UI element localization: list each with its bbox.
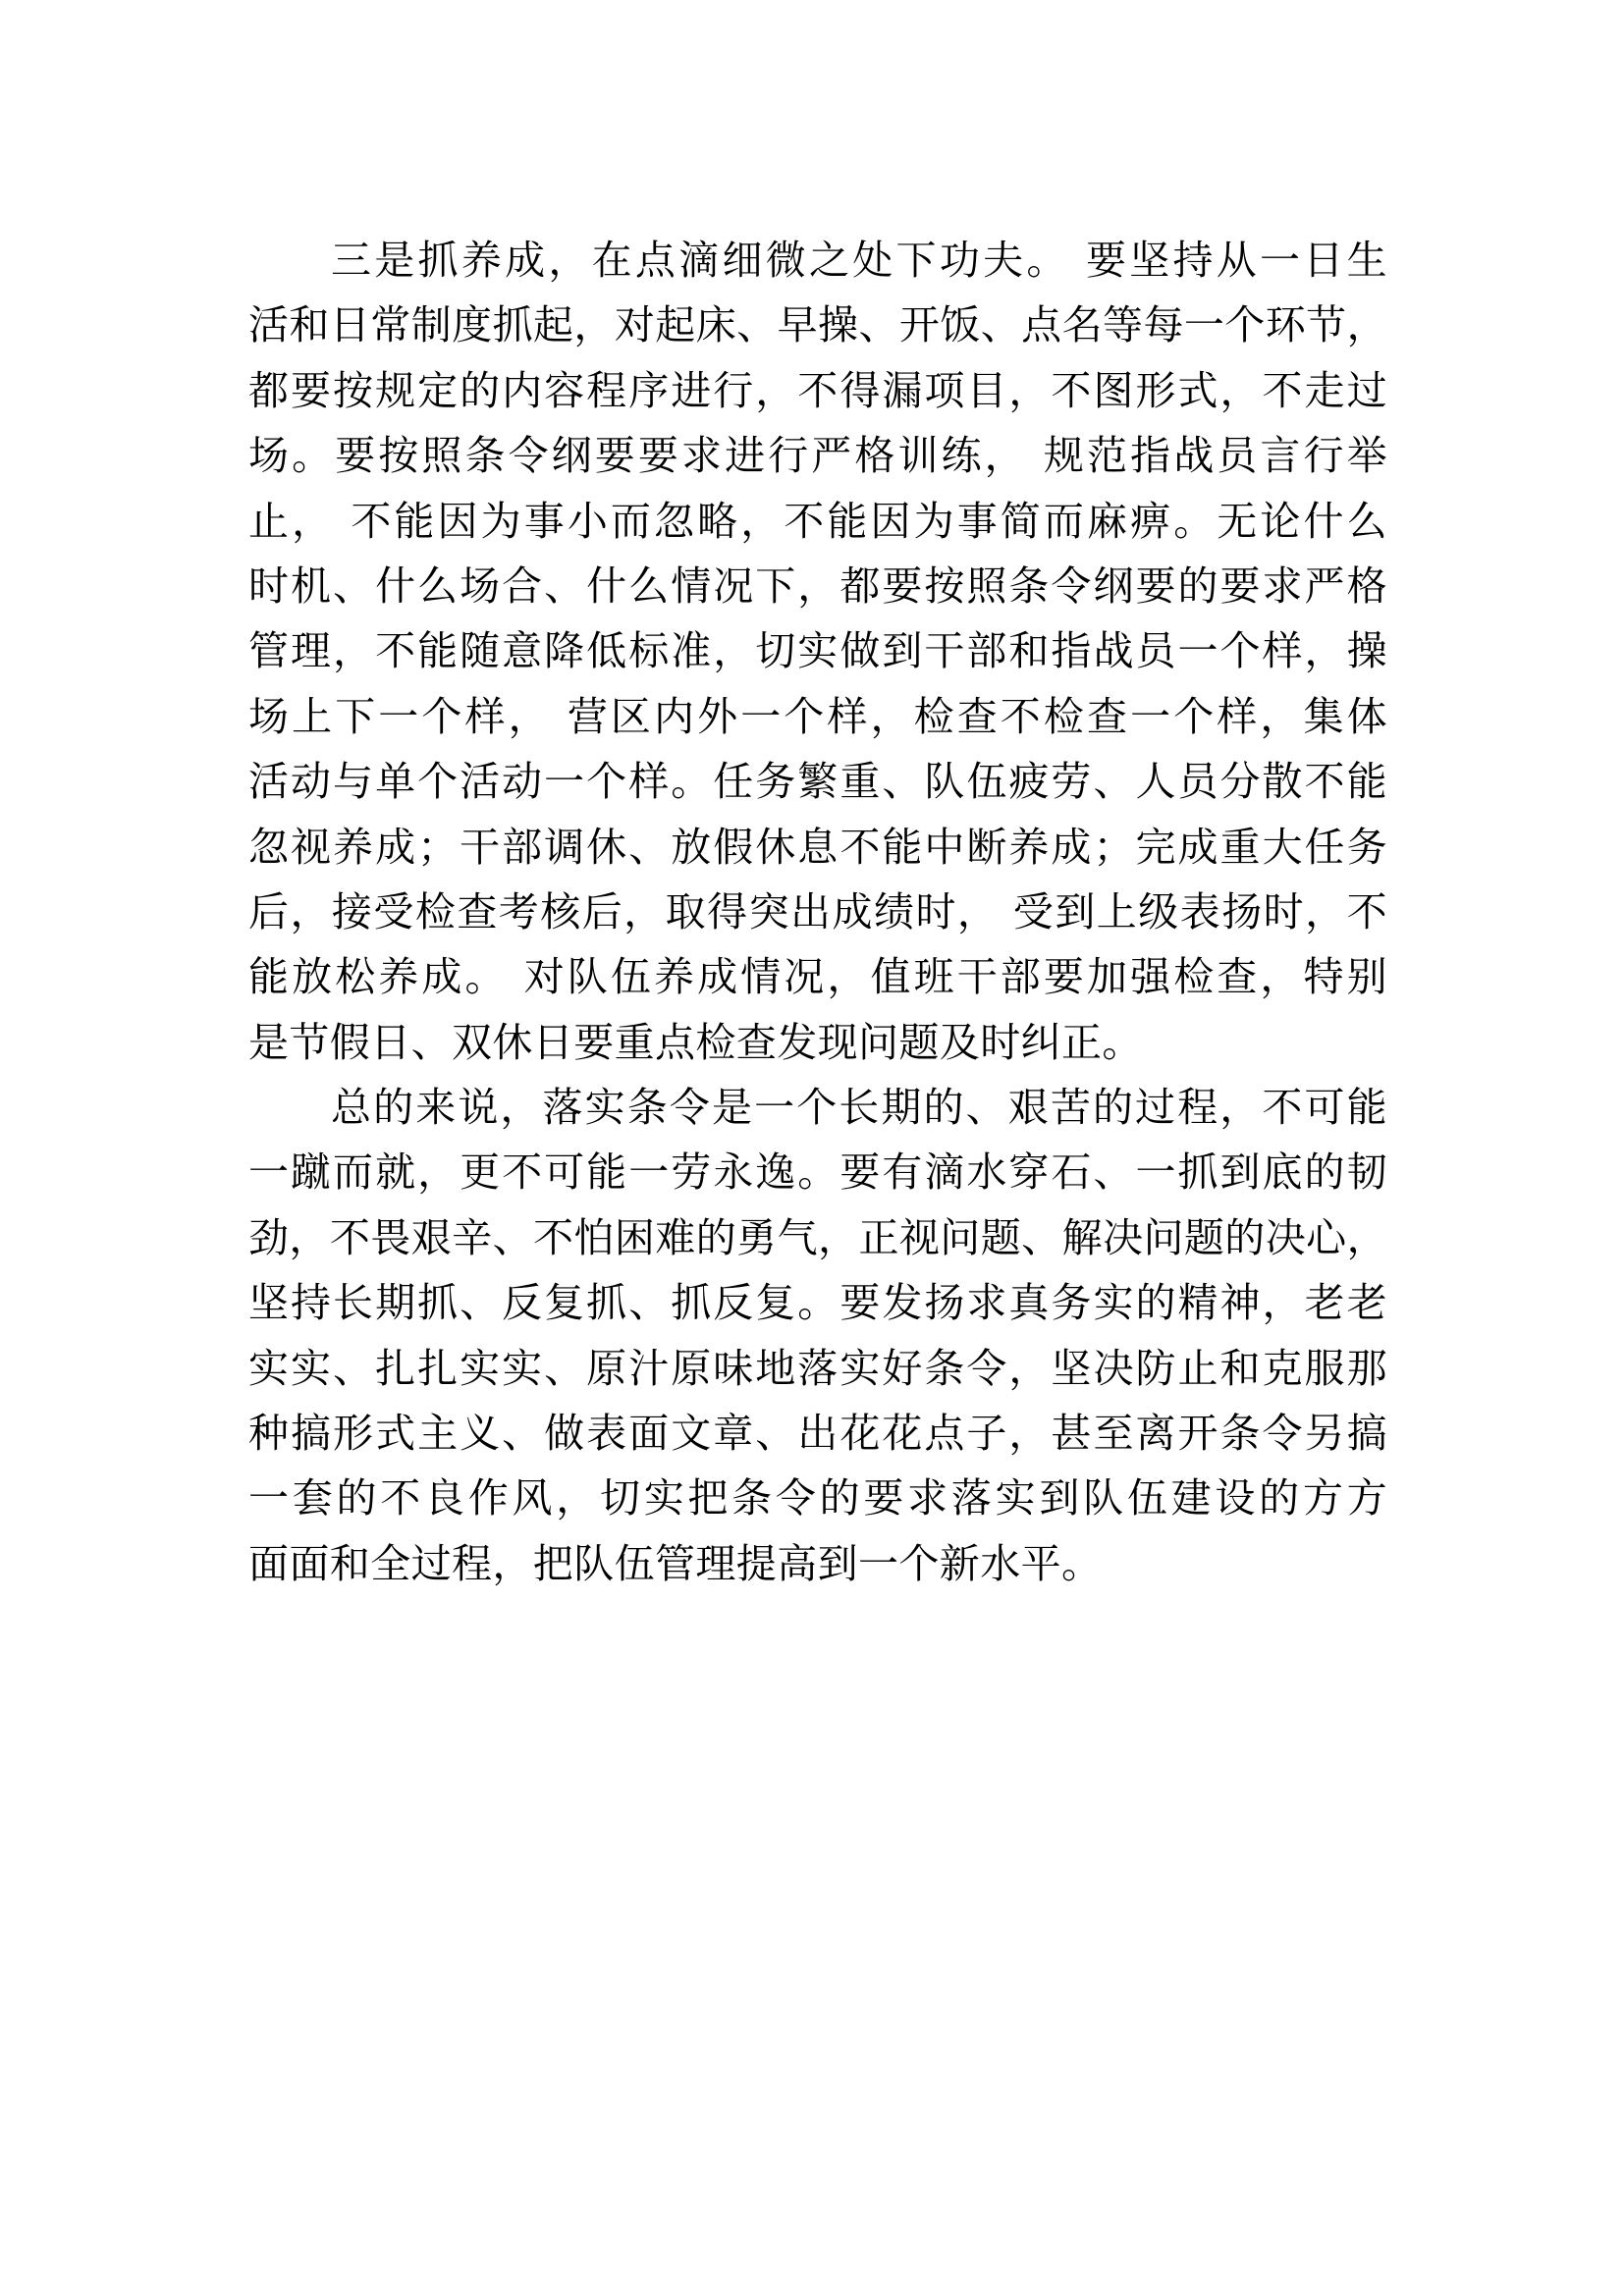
- text-line: 活和日常制度抓起，对起床、早操、开饭、点名等每一个环节，: [248, 301, 1387, 349]
- text-line: 场。要按照条令纲要要求进行严格训练， 规范指战员言行举: [248, 432, 1387, 480]
- text-line: 活动与单个活动一个样。任务繁重、队伍疲劳、人员分散不能: [248, 758, 1387, 806]
- text-line: 种搞形式主义、做表面文章、出花花点子，甚至离开条令另搞: [248, 1410, 1387, 1458]
- text-line: 是节假日、双休日要重点检查发现问题及时纠正。: [248, 1018, 1143, 1066]
- text-line: 坚持长期抓、反复抓、抓反复。要发扬求真务实的精神，老老: [248, 1279, 1387, 1327]
- text-line: 面面和全过程，把队伍管理提高到一个新水平。: [248, 1539, 1103, 1587]
- text-line: 都要按规定的内容程序进行，不得漏项目，不图形式，不走过: [248, 366, 1387, 414]
- text-line: 能放松养成。 对队伍养成情况，值班干部要加强检查，特别: [248, 953, 1387, 1001]
- text-line: 后，接受检查考核后，取得突出成绩时， 受到上级表扬时，不: [248, 887, 1387, 935]
- text-line: 总的来说，落实条令是一个长期的、艰苦的过程，不可能: [331, 1084, 1387, 1132]
- text-line: 一蹴而就，更不可能一劳永逸。要有滴水穿石、一抓到底的韧: [248, 1148, 1387, 1197]
- text-line: 一套的不良作风，切实把条令的要求落实到队伍建设的方方: [248, 1474, 1387, 1522]
- text-line: 劲，不畏艰辛、不怕困难的勇气，正视问题、解决问题的决心，: [248, 1213, 1387, 1261]
- text-line: 止， 不能因为事小而忽略，不能因为事简而麻痹。无论什么: [248, 497, 1387, 545]
- text-line: 三是抓养成，在点滴细微之处下功夫。 要坚持从一日生: [331, 237, 1387, 284]
- text-line: 场上下一个样， 营区内外一个样，检查不检查一个样，集体: [248, 692, 1387, 740]
- text-line: 实实、扎扎实实、原汁原味地落实好条令，坚决防止和克服那: [248, 1344, 1387, 1392]
- text-line: 时机、什么场合、什么情况下，都要按照条令纲要的要求严格: [248, 561, 1387, 610]
- text-line: 忽视养成；干部调休、放假休息不能中断养成；完成重大任务: [248, 823, 1387, 871]
- text-line: 管理，不能随意降低标准，切实做到干部和指战员一个样，操: [248, 627, 1387, 675]
- paragraph-conclusion: [248, 1075, 1387, 1596]
- paragraph-habit-cultivation: [248, 228, 1387, 1075]
- document-body: [248, 228, 1387, 1596]
